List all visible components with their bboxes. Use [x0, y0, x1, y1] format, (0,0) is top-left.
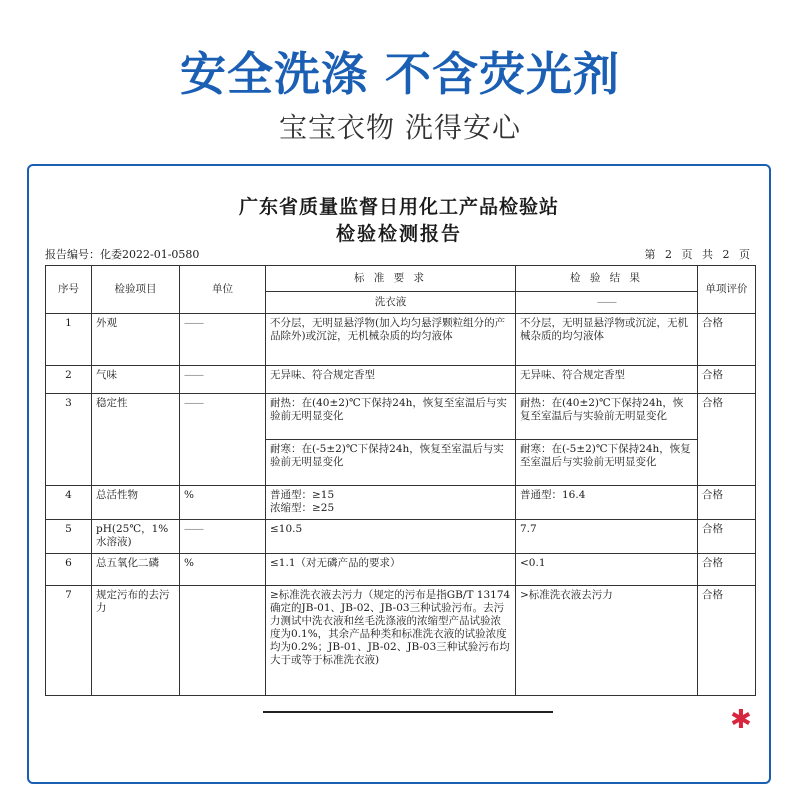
header-standard: 标 准 要 求: [266, 266, 516, 292]
row-evaluation: 合格: [698, 314, 756, 366]
signature-line: [263, 711, 553, 713]
header-result: 检 验 结 果: [516, 266, 698, 292]
table-row: [46, 486, 756, 520]
report-document: [29, 166, 769, 782]
row-unit: %: [180, 554, 266, 586]
header-standard-sub: 洗衣液: [266, 292, 516, 314]
row-seq: 2: [46, 366, 92, 394]
row-standard: ≥标准洗衣液去污力（规定的污布是指GB/T 13174确定的JB-01、JB-02、JB-03三种试验污布。去污力测试中洗衣液和丝毛洗涤液的浓缩型产品试验浓度为0.1%，其余产品种类和标准洗衣液的试验浓度均为0.2%；JB-01、JB-02、JB-03三种试验污布均大于或等于标准洗衣液): [266, 586, 516, 696]
table-header-row: [46, 266, 756, 292]
row-item: 规定污布的去污力: [92, 586, 180, 696]
row-unit: ——: [180, 366, 266, 394]
header-item: 检验项目: [92, 266, 180, 314]
table-row: [46, 394, 756, 440]
row-standard: 耐热：在(40±2)℃下保持24h，恢复至室温后与实验前无明显变化: [266, 394, 516, 440]
row-result: 不分层，无明显悬浮物或沉淀，无机械杂质的均匀液体: [516, 314, 698, 366]
row-unit: ——: [180, 314, 266, 366]
row-evaluation: 合格: [698, 586, 756, 696]
row-seq: 3: [46, 394, 92, 486]
row-evaluation: 合格: [698, 394, 756, 486]
row-seq: 4: [46, 486, 92, 520]
row-evaluation: 合格: [698, 554, 756, 586]
header-evaluation: 单项评价: [698, 266, 756, 314]
row-result: 无异味、符合规定香型: [516, 366, 698, 394]
row-unit: ——: [180, 394, 266, 486]
row-unit: %: [180, 486, 266, 520]
inspection-table: [45, 265, 756, 696]
headline: 安全洗涤 不含荧光剂: [179, 47, 620, 101]
report-title: 检验检测报告: [335, 223, 462, 245]
row-evaluation: 合格: [698, 366, 756, 394]
row-result: 7.7: [516, 520, 698, 554]
row-standard-concentrated: 浓缩型：≥25: [270, 502, 335, 514]
row-standard: ≤1.1（对无磷产品的要求）: [266, 554, 516, 586]
red-stamp-mark: ✱: [730, 705, 752, 735]
row-result: <0.1: [516, 554, 698, 586]
header-unit: 单位: [180, 266, 266, 314]
report-org-title: 广东省质量监督日用化工产品检验站: [238, 196, 559, 218]
table-row: [46, 366, 756, 394]
page-info: 第 2 页 共 2 页: [644, 248, 753, 261]
row-evaluation: 合格: [698, 520, 756, 554]
row-result-cold: 耐寒：在(-5±2)℃下保持24h，恢复至室温后与实验前无明显变化: [516, 440, 698, 486]
row-result: 耐热：在(40±2)℃下保持24h，恢复至室温后与实验前无明显变化: [516, 394, 698, 440]
table-row: [46, 554, 756, 586]
report-number: 报告编号：化委2022-01-0580: [45, 248, 200, 261]
row-item: 稳定性: [92, 394, 180, 486]
row-item: 总五氧化二磷: [92, 554, 180, 586]
table-row: [46, 314, 756, 366]
row-seq: 7: [46, 586, 92, 696]
row-standard: ≤10.5: [266, 520, 516, 554]
row-seq: 6: [46, 554, 92, 586]
row-item: 总活性物: [92, 486, 180, 520]
row-evaluation: 合格: [698, 486, 756, 520]
row-result: 普通型：16.4: [516, 486, 698, 520]
row-unit: [180, 586, 266, 696]
row-seq: 1: [46, 314, 92, 366]
table-row: [46, 520, 756, 554]
row-standard-cold: 耐寒：在(-5±2)℃下保持24h，恢复至室温后与实验前无明显变化: [266, 440, 516, 486]
row-seq: 5: [46, 520, 92, 554]
row-item: 外观: [92, 314, 180, 366]
row-result: >标准洗衣液去污力: [516, 586, 698, 696]
header-result-sub: ——: [516, 292, 698, 314]
subline: 宝宝衣物 洗得安心: [279, 111, 521, 144]
row-standard: 不分层，无明显悬浮物(加入均匀悬浮颗粒组分的产品除外)或沉淀，无机械杂质的均匀液体: [266, 314, 516, 366]
row-item: 气味: [92, 366, 180, 394]
row-item: pH(25℃，1%水溶液): [92, 520, 180, 554]
row-standard: [266, 486, 516, 520]
row-unit: ——: [180, 520, 266, 554]
header-seq: 序号: [46, 266, 92, 314]
table-row: [46, 586, 756, 696]
row-standard: 无异味、符合规定香型: [266, 366, 516, 394]
row-standard-normal: 普通型：≥15: [270, 489, 335, 501]
report-frame: [27, 164, 771, 784]
